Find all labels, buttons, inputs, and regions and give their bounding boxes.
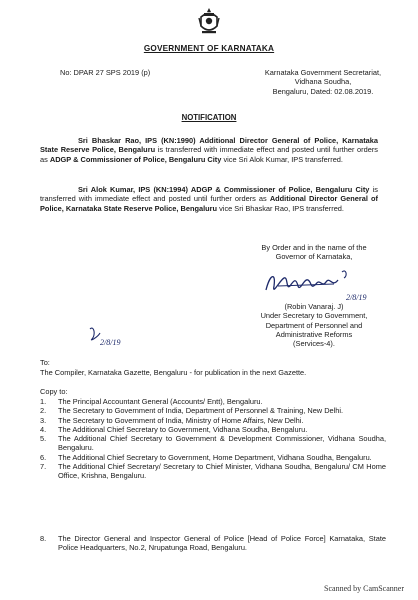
paragraph-text: vice Sri Alok Kumar, IPS transferred.: [221, 154, 343, 164]
list-item: [40, 434, 386, 453]
signature-date: 2/8/19: [346, 293, 367, 302]
signer-designation: Administrative Reforms: [275, 329, 353, 339]
address-line: Vidhana Soudha,: [294, 77, 352, 87]
paragraph-text: is transferred with immediate effect and posted until further orders as: [40, 145, 378, 164]
handwritten-signature: [258, 266, 378, 302]
order-line: By Order and in the name of the: [261, 243, 367, 252]
initials-date: 2/8/19: [100, 338, 121, 347]
list-number: 3.: [40, 415, 47, 425]
order-authority: [244, 243, 384, 262]
list-number: 2.: [40, 406, 47, 416]
paragraph-2: [40, 185, 378, 213]
list-number: 8.: [40, 534, 47, 543]
list-number: 6.: [40, 452, 47, 462]
address-line: Karnataka Government Secretariat,: [264, 68, 382, 77]
list-text: The Secretary to Government of India, Department of Personnel & Training, New Delhi.: [58, 406, 344, 416]
signer-designation: Under Secretary to Government,: [260, 311, 368, 321]
posting-1: ADGP & Commissioner of Police, Bengaluru City: [49, 154, 222, 164]
order-line: Governor of Karnataka,: [275, 252, 353, 262]
list-item: [40, 406, 386, 415]
list-text: The Principal Accountant General (Accounts/ Entt), Bengaluru.: [58, 397, 263, 406]
paragraph-1: [40, 136, 378, 164]
copy-to-label: Copy to:: [40, 387, 68, 396]
list-text: The Additional Chief Secretary to Government, Vidhana Soudha, Bengaluru.: [58, 424, 308, 434]
list-number: 5.: [40, 434, 47, 443]
list-text: The Secretary to Government of India, Ministry of Home Affairs, New Delhi.: [58, 415, 304, 425]
notification-title: NOTIFICATION: [181, 113, 237, 122]
officer-1-name: Sri Bhaskar Rao, IPS (KN:1990) Additional Director General of Police, Karnataka State Reserve Police, Bengaluru: [40, 136, 378, 155]
handwritten-initials: [86, 323, 138, 349]
list-text: The Additional Chief Secretary to Government, Home Department, Vidhana Soudha, Bengaluru.: [58, 452, 372, 462]
list-item: [40, 416, 386, 425]
list-text: The Additional Chief Secretary to Government & Development Commissioner, Vidhana Soudha, Bengaluru.: [58, 434, 386, 453]
list-number: 4.: [40, 424, 47, 434]
signer-designation: Department of Personnel and: [265, 320, 363, 330]
to-label: To:: [40, 358, 50, 367]
signer-block: [244, 302, 384, 348]
copy-list: [40, 397, 386, 480]
list-item: [40, 425, 386, 434]
government-heading: GOVERNMENT OF KARNATAKA: [143, 44, 275, 53]
list-item: [40, 462, 386, 481]
list-item: [40, 534, 386, 553]
list-item: [40, 397, 386, 406]
paragraph-text: is transferred with immediate effect and posted until further orders as: [40, 185, 378, 204]
scanner-watermark: Scanned by CamScanner: [324, 584, 404, 593]
order-number: No: DPAR 27 SPS 2019 (p): [60, 68, 151, 77]
officer-2-name: Sri Alok Kumar, IPS (KN:1994) ADGP & Commissioner of Police, Bengaluru City: [78, 185, 370, 194]
paragraph-text: vice Sri Bhaskar Rao, IPS transferred.: [217, 203, 344, 213]
to-recipient: The Compiler, Karnataka Gazette, Bengaluru - for publication in the next Gazette.: [40, 368, 307, 377]
address-block: [248, 68, 398, 96]
list-text: The Director General and Inspector General of Police [Head of Police Force] Karnataka, State Police Headquarters, No.2, Nrupatunga Road, Bengaluru.: [58, 534, 386, 553]
signer-designation: (Services-4).: [293, 339, 335, 348]
list-number: 7.: [40, 461, 47, 471]
list-item: [40, 453, 386, 462]
list-text: The Additional Chief Secretary/ Secretary to Chief Minister, Vidhana Soudha, Bengaluru/ CM Home Office, Krishna, Bengaluru.: [58, 461, 386, 480]
posting-2: Additional Director General of Police, Karnataka State Reserve Police, Bengaluru: [40, 194, 378, 213]
list-number: 1.: [40, 397, 47, 406]
signer-name: (Robin Vanaraj. J): [284, 302, 344, 311]
address-date: Bengaluru, Dated: 02.08.2019.: [272, 86, 374, 96]
government-emblem-icon: [197, 6, 221, 36]
